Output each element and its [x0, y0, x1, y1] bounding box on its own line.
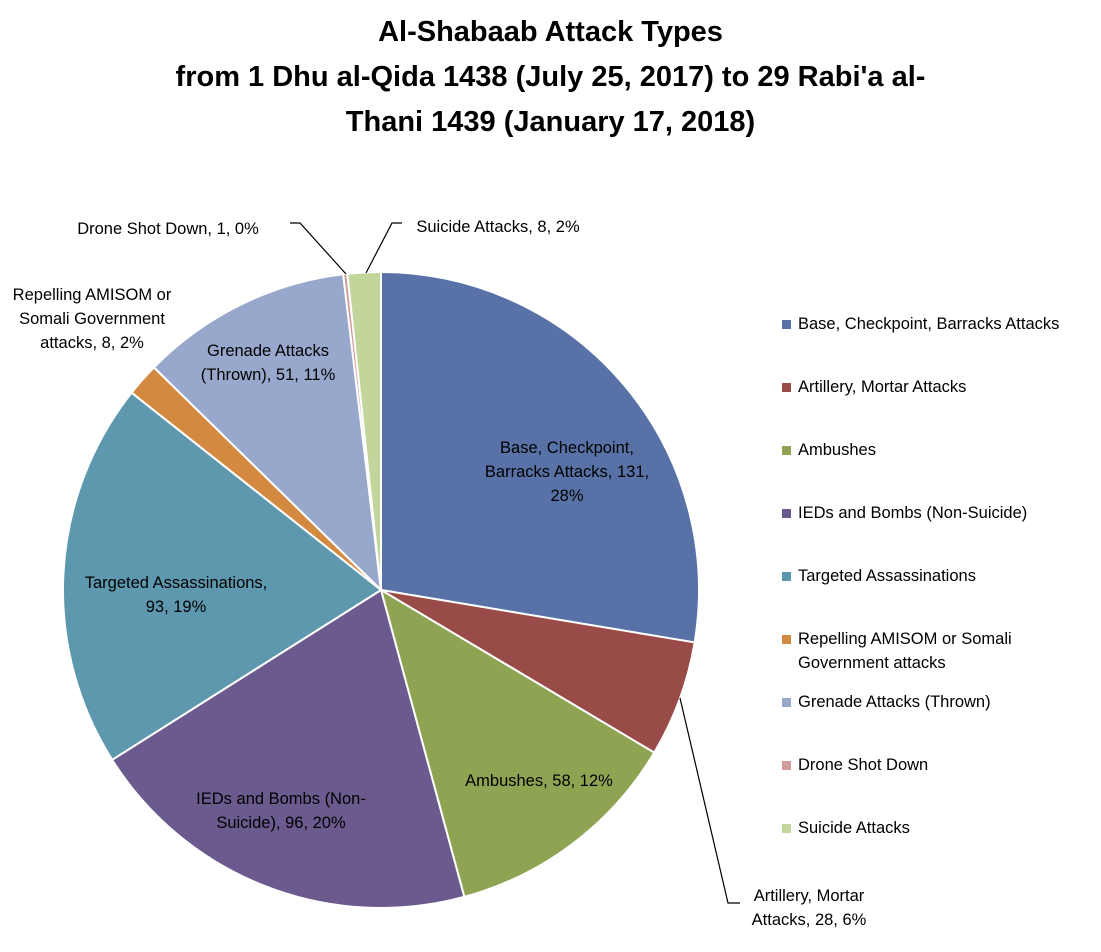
slice-data-label-line: Suicide Attacks, 8, 2% — [416, 218, 580, 236]
legend-label-line: Drone Shot Down — [798, 756, 929, 774]
slice-data-label-line: Ambushes, 58, 12% — [465, 772, 613, 790]
legend-swatch — [782, 446, 791, 455]
legend-label-line: Government attacks — [798, 654, 946, 672]
legend-label — [798, 375, 1098, 399]
slice-data-label — [77, 220, 259, 238]
slice-data-label-line: Barracks Attacks, 131, — [484, 463, 650, 481]
slice-data-label-line: IEDs and Bombs (Non- — [196, 790, 366, 808]
slice-data-label-line: Drone Shot Down, 1, 0% — [77, 220, 259, 238]
slice-data-label-line: 28% — [550, 487, 584, 505]
legend-label-line: IEDs and Bombs (Non-Suicide) — [798, 504, 1028, 522]
legend-swatch — [782, 509, 791, 518]
legend-label-line: Artillery, Mortar Attacks — [798, 378, 967, 396]
slice-data-label — [752, 887, 867, 929]
slice-data-label — [465, 772, 613, 790]
slice-data-label-line: Somali Government — [19, 310, 165, 328]
chart-title-line: Thani 1439 (January 17, 2018) — [345, 106, 756, 138]
leader-line — [366, 223, 402, 273]
legend-label-line: Targeted Assassinations — [798, 567, 976, 585]
slice-data-label-line: Suicide), 96, 20% — [216, 814, 346, 832]
legend-label-line: Repelling AMISOM or Somali — [798, 630, 1012, 648]
legend-label — [798, 501, 1098, 525]
legend-label — [798, 312, 1098, 336]
slice-data-label — [416, 218, 580, 236]
legend-label — [798, 564, 1098, 588]
legend-label-line: Ambushes — [798, 441, 876, 459]
legend-label — [798, 690, 1098, 714]
legend-swatch — [782, 320, 791, 329]
slice-data-label-line: Targeted Assassinations, — [84, 574, 268, 592]
slice-data-label-line: (Thrown), 51, 11% — [200, 366, 336, 384]
legend-label — [798, 816, 1098, 840]
legend-swatch — [782, 824, 791, 833]
legend-swatch — [782, 383, 791, 392]
slice-data-label-line: Repelling AMISOM or — [12, 286, 172, 304]
legend-label — [798, 438, 1098, 462]
slice-data-label-line: attacks, 8, 2% — [40, 334, 144, 352]
legend-label-line: Suicide Attacks — [798, 819, 910, 837]
slice-data-label-line: Attacks, 28, 6% — [751, 911, 867, 929]
legend-label — [798, 753, 1098, 777]
legend-label-line: Grenade Attacks (Thrown) — [798, 693, 991, 711]
leader-line — [680, 698, 740, 903]
chart-title-line: from 1 Dhu al-Qida 1438 (July 25, 2017) to 29 Rabi'a al- — [175, 61, 926, 93]
slice-data-label-line: Artillery, Mortar — [753, 887, 865, 905]
legend-swatch — [782, 761, 791, 770]
legend-swatch — [782, 635, 791, 644]
chart-title-line: Al-Shabaab Attack Types — [378, 16, 723, 48]
legend-swatch — [782, 572, 791, 581]
slice-data-label-line: Grenade Attacks — [207, 342, 329, 360]
slice-data-label — [13, 286, 172, 352]
legend-label-line: Base, Checkpoint, Barracks Attacks — [798, 315, 1060, 333]
pie-slice — [381, 272, 699, 642]
legend-label — [798, 627, 1098, 675]
slice-data-label-line: 93, 19% — [145, 598, 207, 616]
slice-data-label-line: Base, Checkpoint, — [500, 439, 634, 457]
legend-swatch — [782, 698, 791, 707]
leader-line — [290, 223, 346, 274]
